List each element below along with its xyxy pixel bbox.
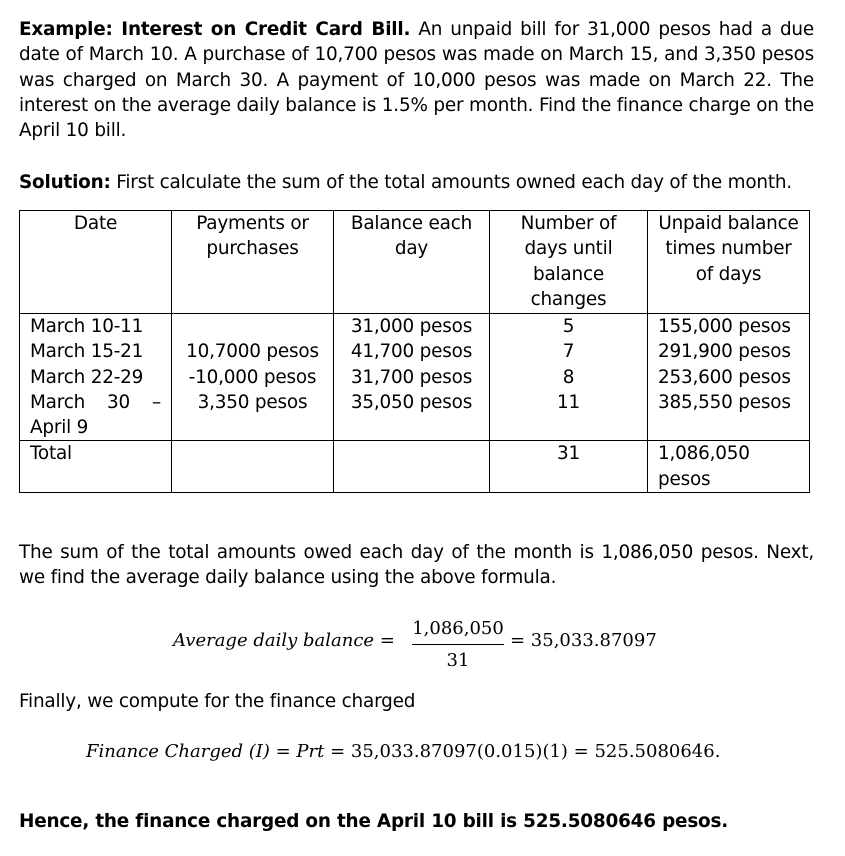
cell-date: March 15-21 bbox=[20, 339, 172, 364]
cell-payment bbox=[172, 314, 334, 340]
header-balance: Balance each day bbox=[334, 211, 490, 314]
cell-balance: 31,700 pesos bbox=[334, 365, 490, 390]
cell-unpaid: 385,550 pesos bbox=[648, 390, 810, 441]
example-text: An unpaid bill for 31,000 pesos had a due date of March 10. A purchase of 10,700 pesos was made on March 15, and 3,350 pesos was charged on March 30. A payment of 10,000 pesos was made on March 22. The interest on the average daily balance is 1.5% per month. Find the finance charge on the April 10 bill. bbox=[19, 19, 814, 142]
table-row bbox=[20, 339, 810, 364]
fraction-numerator: 1,086,050 bbox=[412, 618, 504, 639]
example-paragraph bbox=[19, 17, 814, 143]
table-header-row bbox=[20, 211, 810, 314]
sum-paragraph: The sum of the total amounts owed each day of the month is 1,086,050 pesos. Next, we find the average daily balance using the above formula. bbox=[19, 542, 814, 589]
solution-text: First calculate the sum of the total amounts owned each day of the month. bbox=[110, 172, 792, 193]
avg-formula-equals: = bbox=[379, 630, 395, 651]
cell-payment: 3,350 pesos bbox=[172, 390, 334, 441]
avg-formula-fraction bbox=[412, 616, 504, 673]
fraction-denominator: 31 bbox=[446, 650, 470, 671]
cell-unpaid: 155,000 pesos bbox=[648, 314, 810, 340]
finally-paragraph: Finally, we compute for the finance charged bbox=[19, 691, 416, 712]
balance-table bbox=[19, 210, 810, 493]
cell-days: 8 bbox=[490, 365, 648, 390]
cell-total-payment bbox=[172, 441, 334, 493]
cell-payment: -10,000 pesos bbox=[172, 365, 334, 390]
table-row bbox=[20, 390, 810, 441]
solution-paragraph bbox=[19, 170, 814, 195]
cell-total-balance bbox=[334, 441, 490, 493]
table-row bbox=[20, 314, 810, 340]
example-heading: Example: Interest on Credit Card Bill. bbox=[19, 19, 411, 40]
avg-formula-lhs bbox=[173, 630, 395, 651]
cell-balance: 31,000 pesos bbox=[334, 314, 490, 340]
header-payments: Payments or purchases bbox=[172, 211, 334, 314]
cell-days: 11 bbox=[490, 390, 648, 441]
avg-formula-label: Average daily balance bbox=[173, 630, 375, 651]
cell-date: March 22-29 bbox=[20, 365, 172, 390]
cell-unpaid: 253,600 pesos bbox=[648, 365, 810, 390]
table-total-row bbox=[20, 441, 810, 493]
cell-unpaid: 291,900 pesos bbox=[648, 339, 810, 364]
cell-balance: 35,050 pesos bbox=[334, 390, 490, 441]
header-date: Date bbox=[20, 211, 172, 314]
finance-formula-lhs: Finance Charged (I) = Prt bbox=[86, 741, 325, 762]
cell-total-unpaid: 1,086,050 pesos bbox=[648, 441, 810, 493]
table-row bbox=[20, 365, 810, 390]
solution-heading: Solution: bbox=[19, 172, 111, 193]
cell-total-days: 31 bbox=[490, 441, 648, 493]
cell-total-label: Total bbox=[20, 441, 172, 493]
header-days: Number of days until balance changes bbox=[490, 211, 648, 314]
cell-payment: 10,7000 pesos bbox=[172, 339, 334, 364]
cell-days: 7 bbox=[490, 339, 648, 364]
conclusion-text: Hence, the finance charged on the April 10 bill is 525.5080646 pesos. bbox=[19, 811, 729, 832]
cell-date: March 10-11 bbox=[20, 314, 172, 340]
cell-balance: 41,700 pesos bbox=[334, 339, 490, 364]
cell-date: March 30 – April 9 bbox=[20, 390, 172, 441]
avg-formula-result: = 35,033.87097 bbox=[510, 630, 657, 651]
finance-formula-rhs: = 35,033.87097(0.015)(1) = 525.5080646. bbox=[324, 741, 721, 762]
header-unpaid: Unpaid balance times number of days bbox=[648, 211, 810, 314]
cell-days: 5 bbox=[490, 314, 648, 340]
fraction-bar bbox=[412, 644, 504, 645]
finance-formula bbox=[86, 741, 720, 762]
